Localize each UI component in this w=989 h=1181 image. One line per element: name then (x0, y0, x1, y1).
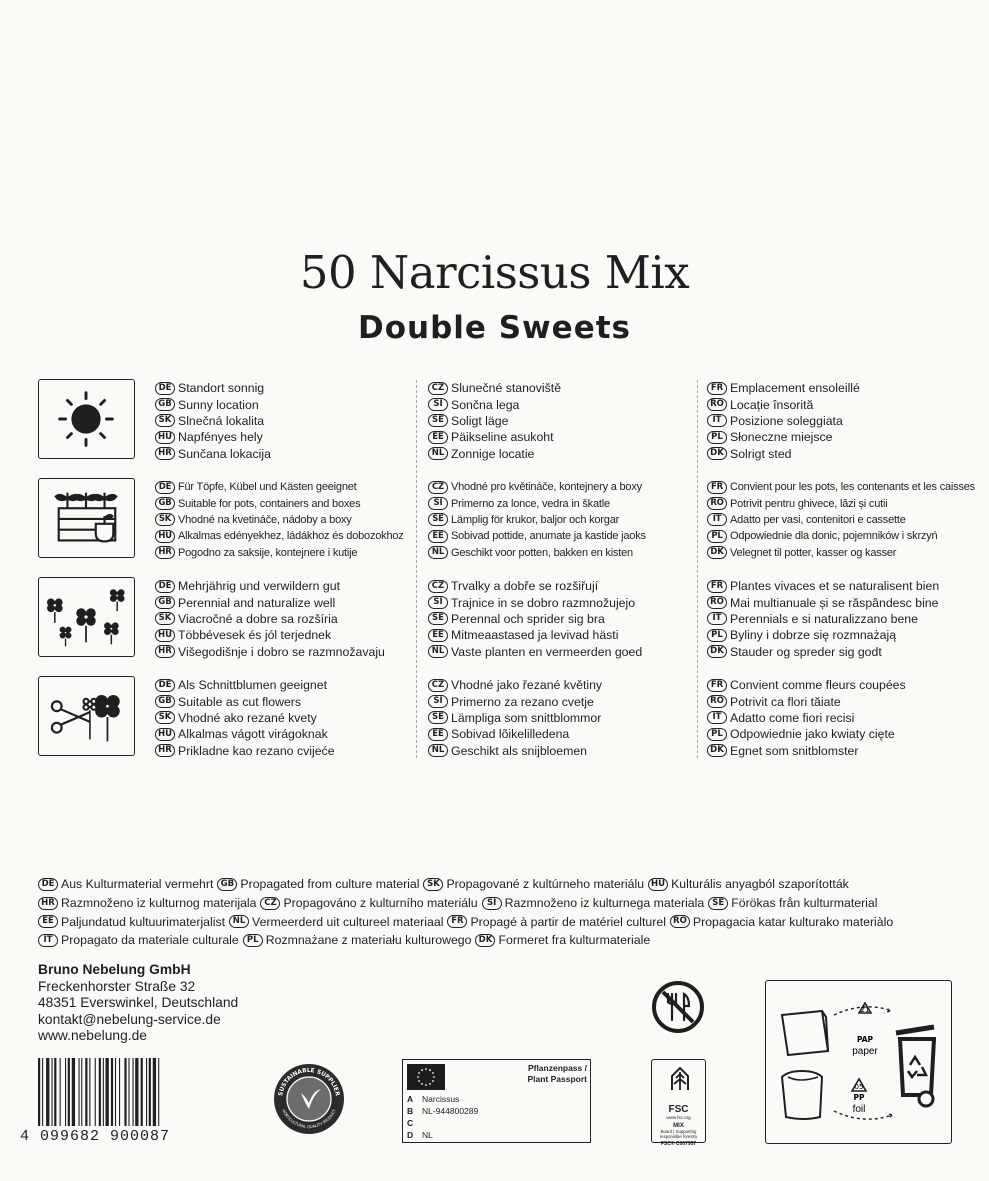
language-code-badge: PL (243, 934, 263, 947)
translation-text: Sunčana lokacija (178, 446, 271, 461)
barcode-digits: 4 099682 900087 (20, 1128, 171, 1145)
translation-line (428, 396, 561, 412)
language-code-badge: EE (428, 629, 448, 642)
translation-line (428, 413, 561, 429)
translation-text: Solrigt sted (730, 446, 792, 461)
company-website[interactable]: www.nebelung.de (38, 1028, 147, 1044)
recycling-info (765, 980, 952, 1144)
translation-text: Sunny location (178, 397, 259, 412)
language-code-badge: HR (155, 546, 175, 559)
language-code-badge: SK (423, 878, 443, 891)
translation-text: Vhodné ako rezané kvety (178, 710, 317, 725)
translation-text: Convient pour les pots, les contenants et les caisses (730, 481, 975, 494)
translation-text: Alkalmas vágott virágoknak (178, 727, 328, 742)
location-column-2 (428, 380, 561, 462)
company-street: Freckenhorster Straße 32 (38, 978, 196, 994)
translation-text: Stauder og spreder sig godt (730, 644, 882, 659)
translation-text: Geschikt als snijbloemen (451, 743, 588, 758)
fsc-logo (651, 1059, 706, 1147)
language-code-badge: DE (155, 679, 175, 692)
translation-text: Suitable as cut flowers (178, 694, 302, 709)
translation-text: Zonnige locatie (451, 446, 535, 461)
language-code-badge: SI (428, 596, 448, 609)
translation-line (155, 627, 385, 643)
propagation-item (217, 876, 419, 892)
language-code-badge: SE (428, 711, 448, 724)
translation-line (155, 495, 404, 511)
translation-text: Vaste planten en vermeerden goed (451, 644, 643, 659)
plant-passport-title: Pflanzenpass / Plant Passport (527, 1063, 587, 1084)
translation-text: Suitable for pots, containers and boxes (178, 497, 361, 510)
translation-line (155, 594, 385, 610)
translation-line (428, 512, 646, 528)
translation-text: Byliny i dobrze się rozmnażają (730, 628, 897, 643)
translation-text: Trajnice in se dobro razmnožujejo (451, 595, 636, 610)
planter-box-icon (38, 478, 135, 558)
propagation-text: Vermeerderd uit cultureel materiaal (252, 914, 444, 929)
translation-line (155, 726, 335, 742)
fsc-desc: Board | Supporting responsible forestry (659, 1129, 698, 1139)
translation-text: Egnet som snitblomster (730, 743, 859, 758)
eu-flag-icon (407, 1064, 445, 1090)
propagation-text: Propagated from culture material (240, 877, 420, 892)
translation-line (428, 743, 602, 759)
translation-text: Soligt läge (451, 413, 509, 428)
language-code-badge: NL (428, 744, 448, 757)
pots-column-1 (155, 479, 404, 561)
translation-text: Odpowiednie dla donic, pojemników i skrzyń (730, 530, 938, 543)
language-code-badge: DE (155, 580, 175, 593)
language-code-badge: DK (707, 546, 727, 559)
language-code-badge: CZ (260, 897, 280, 910)
propagation-text: Propagováno z kulturního materiálu (283, 896, 478, 910)
propagation-item (38, 895, 256, 911)
plant-passport-key: A (407, 1094, 414, 1104)
propagation-text: Razmnoženo iz kulturnega materiala (504, 896, 705, 910)
translation-line (707, 413, 860, 429)
translation-text: Geschikt voor potten, bakken en kisten (451, 546, 633, 559)
language-code-badge: DK (475, 934, 495, 947)
translation-line (707, 479, 975, 495)
translation-line (707, 710, 906, 726)
propagation-text: Kulturális anyagból szaporították (671, 877, 849, 892)
language-code-badge: NL (229, 915, 249, 928)
page-title: 50 Narcissus Mix (299, 246, 690, 299)
translation-line (707, 627, 939, 643)
translation-text: Sobivad pottide, anumate ja kastide jaoks (451, 530, 646, 543)
seal-top-text: SUSTAINABLE SUPPLIER (278, 1067, 340, 1097)
language-code-badge: SK (155, 612, 175, 625)
translation-text: Als Schnittblumen geeignet (178, 678, 328, 693)
language-code-badge: PL (707, 629, 727, 642)
translation-line (155, 528, 404, 544)
pots-column-2 (428, 479, 646, 561)
translation-line (155, 693, 335, 709)
translation-line (428, 578, 642, 594)
plant-passport-key: D (407, 1130, 414, 1140)
translation-line (155, 710, 335, 726)
language-code-badge: SI (428, 497, 448, 510)
translation-line (428, 380, 561, 396)
language-code-badge: PL (707, 431, 727, 444)
propagation-text: Propagované z kultúrneho materiálu (446, 877, 645, 892)
propagation-item (447, 914, 665, 930)
translation-text: Trvalky a dobře se rozšiřují (451, 579, 599, 594)
translation-line (155, 446, 271, 462)
propagation-item (260, 895, 477, 911)
language-code-badge: RO (707, 695, 727, 708)
translation-text: Perennal och sprider sig bra (451, 611, 605, 626)
cut-flowers-column-2 (428, 677, 602, 759)
language-code-badge: EE (428, 530, 448, 543)
plant-passport-row (407, 1129, 478, 1141)
pots-column-3 (707, 479, 975, 561)
translation-line (428, 611, 642, 627)
propagation-item (482, 895, 705, 911)
language-code-badge: RO (707, 497, 727, 510)
translation-text: Vhodné na kvetináče, nádoby a boxy (178, 513, 352, 526)
translation-line (155, 413, 271, 429)
language-code-badge: IT (707, 612, 727, 625)
translation-line (707, 726, 906, 742)
propagation-text: Propagacia katar kulturako materiàlo (692, 914, 894, 929)
fsc-url: www.fsc.org (666, 1115, 691, 1120)
language-code-badge: GB (155, 398, 175, 411)
translation-text: Mai multianuale și se răspândesc bine (730, 595, 939, 610)
plant-passport-row (407, 1093, 478, 1105)
language-code-badge: HU (155, 629, 175, 642)
language-code-badge: DK (707, 447, 727, 460)
propagation-text: Razmnoženo iz kulturnog materijala (61, 896, 257, 910)
translation-line (707, 429, 860, 445)
fsc-mix: MIX (673, 1123, 684, 1129)
plant-passport-value: NL-944800289 (422, 1106, 479, 1116)
recycling-bin-icon (896, 1027, 934, 1106)
translation-line (428, 528, 646, 544)
translation-text: Vhodné pro květináče, kontejnery a boxy (451, 481, 642, 494)
propagation-item (38, 932, 239, 948)
not-for-consumption-icon (651, 980, 705, 1034)
language-code-badge: HR (155, 447, 175, 460)
perennial-column-3 (707, 578, 939, 660)
language-code-badge: HR (155, 645, 175, 658)
translation-text: Sončna lega (451, 397, 520, 412)
translation-text: Convient comme fleurs coupées (730, 678, 906, 693)
translation-line (707, 446, 860, 462)
translation-line (428, 495, 646, 511)
translation-text: Plantes vivaces et se naturalisent bien (730, 579, 940, 594)
language-code-badge: SK (155, 513, 175, 526)
plant-passport (402, 1059, 591, 1143)
translation-line (707, 396, 860, 412)
language-code-badge: HU (155, 530, 175, 543)
language-code-badge: EE (38, 915, 58, 928)
language-code-badge: PL (707, 728, 727, 741)
language-code-badge: PL (707, 530, 727, 543)
plant-passport-value: NL (422, 1130, 433, 1140)
language-code-badge: CZ (428, 580, 448, 593)
translation-line (707, 677, 906, 693)
language-code-badge: SE (428, 612, 448, 625)
cut-flowers-column-3 (707, 677, 906, 759)
translation-line (155, 396, 271, 412)
cut-flowers-icon (38, 676, 135, 756)
propagation-text: Formeret fra kulturmateriale (498, 933, 651, 948)
language-code-badge: IT (707, 414, 727, 427)
language-code-badge: DE (155, 481, 175, 494)
translation-text: Adatto come fiori recisi (730, 710, 855, 725)
translation-line (707, 545, 975, 561)
translation-line (155, 545, 404, 561)
propagation-text: Propagé à partir de matériel culturel (470, 914, 666, 929)
language-code-badge: HU (155, 431, 175, 444)
fsc-label: FSC (668, 1104, 689, 1115)
translation-text: Mehrjährig und verwildern gut (178, 579, 340, 594)
fsc-tree-icon (652, 1060, 707, 1100)
plant-passport-key: C (407, 1118, 414, 1128)
translation-text: Päikseline asukoht (451, 430, 554, 445)
translation-text: Słoneczne miejsce (730, 430, 833, 445)
translation-text: Emplacement ensoleillé (730, 381, 860, 396)
propagation-text: Rozmnażane z materiału kulturowego (265, 933, 472, 948)
translation-line (155, 743, 335, 759)
propagation-item (243, 932, 472, 948)
foil-label: foil (852, 1104, 866, 1115)
language-code-badge: RO (707, 596, 727, 609)
propagation-item (475, 932, 650, 948)
language-code-badge: NL (428, 447, 448, 460)
language-code-badge: SE (428, 513, 448, 526)
propagation-text: Förökas från kulturmaterial (731, 896, 878, 910)
language-code-badge: FR (707, 382, 727, 395)
translation-text: Potrivit ca flori tăiate (730, 694, 841, 709)
language-code-badge: FR (447, 915, 467, 928)
translation-text: Viacročné a dobre sa rozšíria (178, 611, 338, 626)
language-code-badge: CZ (428, 679, 448, 692)
paper-sleeve-icon (782, 1011, 828, 1055)
translation-line (155, 611, 385, 627)
language-code-badge: GB (155, 695, 175, 708)
language-code-badge: HR (38, 897, 58, 910)
propagation-item (648, 876, 849, 892)
language-code-badge: IT (38, 934, 58, 947)
paper-recycling-code (852, 1003, 878, 1057)
language-code-badge: SK (155, 414, 175, 427)
translation-line (428, 627, 642, 643)
translation-text: Velegnet til potter, kasser og kasser (730, 546, 897, 559)
translation-text: Többévesek és jól terjednek (178, 628, 332, 643)
translation-text: Odpowiednie jako kwiaty cięte (730, 727, 895, 742)
translation-line (707, 578, 939, 594)
language-code-badge: SI (482, 897, 502, 910)
fsc-code: FSC® C007957 (660, 1141, 697, 1147)
translation-text: Slunečné stanoviště (451, 381, 562, 396)
translation-line (707, 644, 939, 660)
language-code-badge: DE (38, 878, 58, 891)
page-subtitle: Double Sweets (357, 310, 632, 346)
translation-line (155, 677, 335, 693)
propagation-item (708, 895, 877, 911)
translation-line (428, 693, 602, 709)
language-code-badge: NL (428, 546, 448, 559)
paper-label: paper (852, 1046, 878, 1057)
company-name: Bruno Nebelung GmbH (38, 962, 191, 977)
language-code-badge: SE (708, 897, 728, 910)
foil-bag-icon (782, 1071, 822, 1119)
translation-line (155, 479, 404, 495)
language-code-badge: RO (707, 398, 727, 411)
plant-passport-value: Narcissus (422, 1094, 460, 1104)
translation-line (428, 594, 642, 610)
translation-line (428, 479, 646, 495)
translation-line (428, 726, 602, 742)
location-column-3 (707, 380, 860, 462)
translation-line (155, 429, 271, 445)
plant-passport-key: B (407, 1106, 414, 1116)
propagation-text: Paljundatud kultuurimaterjalist (61, 914, 226, 929)
translation-text: Für Töpfe, Kübel und Kästen geeignet (178, 481, 357, 494)
translation-text: Pogodno za saksije, kontejnere i kutije (178, 546, 358, 559)
translation-line (155, 380, 271, 396)
sustainable-supplier-seal (272, 1062, 346, 1136)
perennial-column-1 (155, 578, 385, 660)
company-city: 48351 Everswinkel, Deutschland (38, 995, 239, 1011)
translation-text: Primerno za lonce, vedra in škatle (451, 497, 610, 510)
plant-passport-row (407, 1105, 478, 1117)
language-code-badge: SI (428, 695, 448, 708)
translation-text: Posizione soleggiata (730, 413, 843, 428)
translation-line (428, 710, 602, 726)
translation-line (428, 446, 561, 462)
propagation-text: Propagato da materiale culturale (61, 933, 239, 948)
company-email[interactable]: kontakt@nebelung-service.de (38, 1011, 221, 1027)
translation-line (707, 693, 906, 709)
translation-text: Alkalmas edényekhez, ládákhoz és dobozokhoz (178, 530, 404, 543)
language-code-badge: EE (428, 728, 448, 741)
company-address (38, 962, 238, 1045)
plant-passport-row (407, 1117, 478, 1129)
language-code-badge: FR (707, 481, 727, 494)
language-code-badge: CZ (428, 481, 448, 494)
translation-line (428, 644, 642, 660)
translation-line (707, 594, 939, 610)
translation-text: Primerno za rezano cvetje (451, 694, 594, 709)
propagation-item (38, 914, 225, 930)
translation-line (428, 429, 561, 445)
language-code-badge: SE (428, 414, 448, 427)
language-code-badge: SI (428, 398, 448, 411)
translation-line (428, 545, 646, 561)
seal-bottom-text: HORTICULTURAL QUALITY PRODUCT (281, 1108, 337, 1130)
translation-text: Mitmeaastased ja levivad hästi (451, 628, 619, 643)
translation-text: Standort sonnig (178, 381, 265, 396)
translation-line (707, 380, 860, 396)
translation-text: Perennial and naturalize well (178, 595, 336, 610)
translation-text: Vhodné jako řezané květiny (451, 678, 603, 693)
propagation-text: Aus Kulturmaterial vermehrt (61, 877, 214, 892)
translation-line (707, 528, 975, 544)
location-column-1 (155, 380, 271, 462)
propagation-item (670, 914, 893, 930)
translation-text: Lämpliga som snittblommor (451, 710, 602, 725)
translation-line (155, 512, 404, 528)
translation-text: Lämplig för krukor, baljor och korgar (451, 513, 620, 526)
translation-text: Prikladne kao rezano cvijeće (178, 743, 335, 758)
paper-abbr: PAP (856, 1035, 874, 1044)
language-code-badge: IT (707, 513, 727, 526)
foil-abbr: PP (853, 1093, 865, 1102)
sun-icon (38, 379, 135, 459)
propagation-item (229, 914, 443, 930)
translation-text: Sobivad lõikelilledena (451, 727, 570, 742)
foil-code: 05 (854, 1083, 864, 1091)
translation-line (428, 677, 602, 693)
language-code-badge: DK (707, 645, 727, 658)
propagation-item (423, 876, 644, 892)
propagation-item (38, 876, 213, 892)
propagation-notice (38, 874, 958, 949)
translation-line (707, 743, 906, 759)
translation-text: Slnečná lokalita (178, 413, 265, 428)
perennial-column-2 (428, 578, 642, 660)
language-code-badge: GB (155, 596, 175, 609)
translation-text: Adatto per vasi, contenitori e cassette (730, 513, 906, 526)
language-code-badge: GB (217, 878, 237, 891)
language-code-badge: DK (707, 744, 727, 757)
language-code-badge: HU (155, 728, 175, 741)
translation-line (155, 578, 385, 594)
translation-text: Višegodišnje i dobro se razmnožavaju (178, 644, 385, 659)
translation-line (707, 512, 975, 528)
language-code-badge: SK (155, 711, 175, 724)
language-code-badge: FR (707, 580, 727, 593)
naturalizing-flowers-icon (38, 577, 135, 657)
language-code-badge: GB (155, 497, 175, 510)
translation-line (707, 611, 939, 627)
language-code-badge: HR (155, 744, 175, 757)
translation-line (155, 644, 385, 660)
language-code-badge: RO (670, 915, 690, 928)
foil-recycling-code (852, 1079, 866, 1115)
translation-text: Napfényes hely (178, 430, 263, 445)
language-code-badge: HU (648, 878, 668, 891)
translation-text: Potrivit pentru ghivece, lăzi și cutii (730, 497, 888, 510)
language-code-badge: DE (155, 382, 175, 395)
translation-line (707, 495, 975, 511)
paper-code: 21 (860, 1006, 870, 1014)
translation-text: Perennials e si naturalizzano bene (730, 611, 918, 626)
cut-flowers-column-1 (155, 677, 335, 759)
language-code-badge: NL (428, 645, 448, 658)
language-code-badge: EE (428, 431, 448, 444)
language-code-badge: CZ (428, 382, 448, 395)
language-code-badge: IT (707, 711, 727, 724)
translation-text: Locație însorită (730, 397, 814, 412)
language-code-badge: FR (707, 679, 727, 692)
